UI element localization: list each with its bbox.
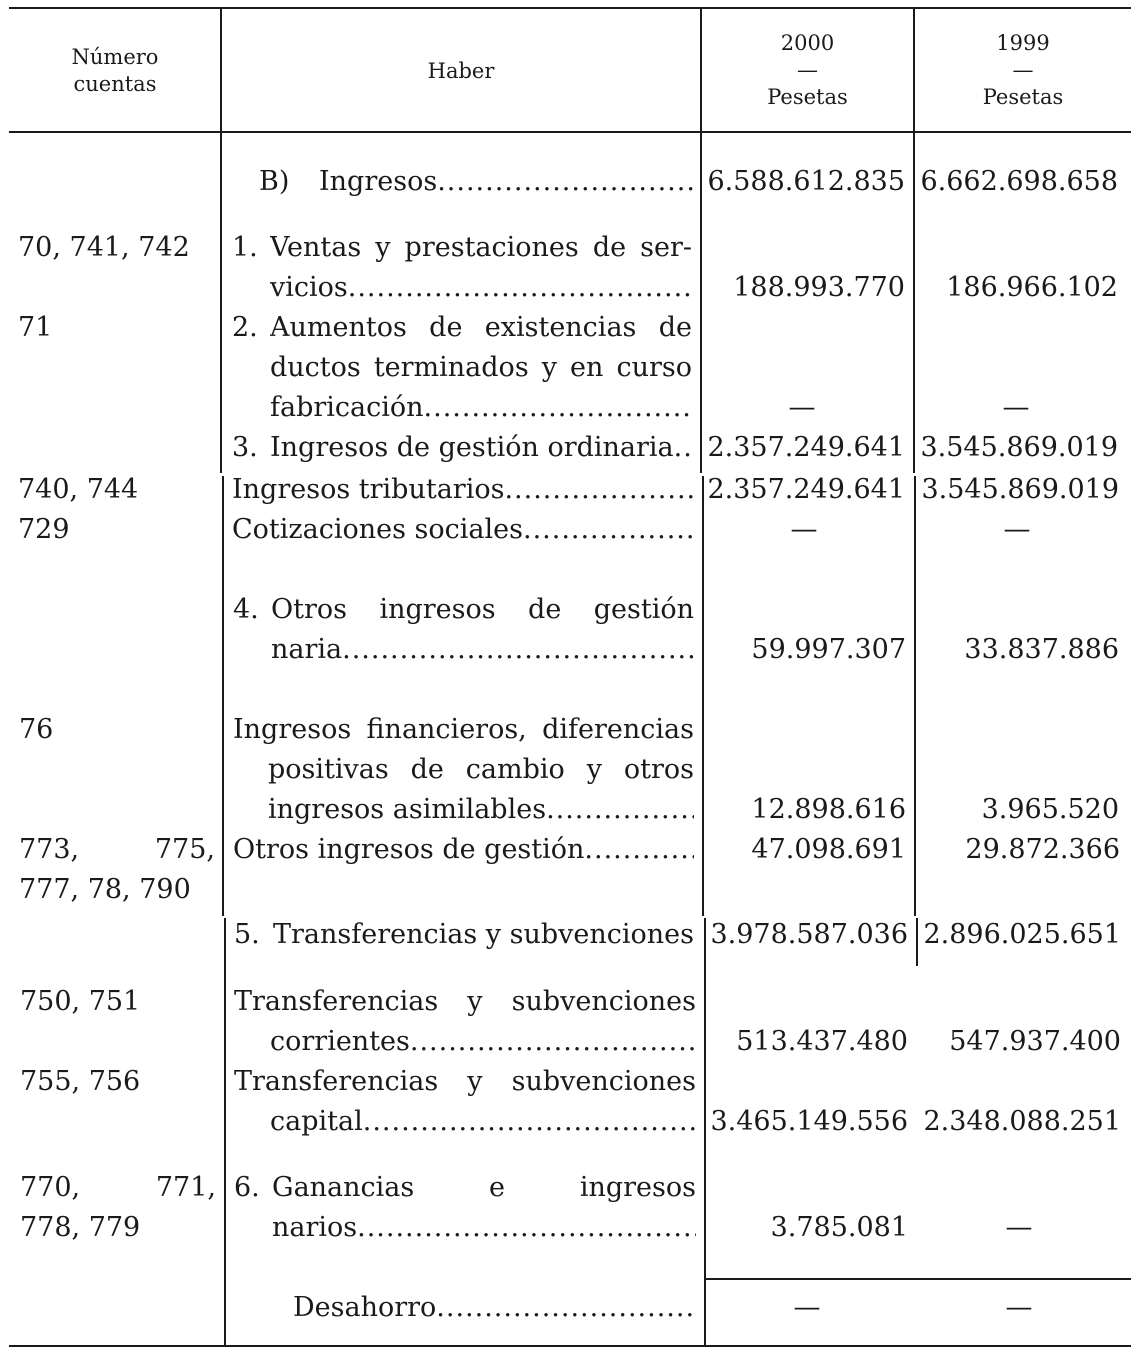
- leader-dots: [584, 830, 694, 870]
- row2-text-line1: Aumentos de existencias de: [270, 312, 692, 343]
- leader-dots: [342, 630, 694, 670]
- row6-accounts-line1: 770, 771,: [20, 1172, 216, 1203]
- row1-1999: 186.966.102: [946, 272, 1118, 303]
- row5-number: 5.: [234, 919, 260, 950]
- header-2000-dash: —: [797, 58, 818, 82]
- leader-dots: [436, 1288, 696, 1328]
- row1-number: 1.: [232, 232, 258, 263]
- table-bottom-rule: [9, 1345, 1131, 1347]
- row6-number: 6.: [234, 1172, 260, 1203]
- leader-dots: [437, 162, 693, 202]
- row3-number: 3.: [232, 432, 258, 463]
- desahorro-1999: —: [1005, 1292, 1033, 1323]
- leader-dots: [694, 915, 695, 955]
- row5a-accounts: 750, 751: [20, 986, 141, 1017]
- row5b-1999: 2.348.088.251: [923, 1106, 1121, 1137]
- col-divider-accounts: [222, 476, 224, 916]
- row6-accounts-line2: 778, 779: [20, 1212, 141, 1243]
- row5a-text-line2: [270, 1022, 696, 1062]
- row-b-1999: 6.662.698.658: [920, 166, 1118, 197]
- header-bottom-rule: [9, 131, 1131, 133]
- row3a-2000: 2.357.249.641: [707, 474, 905, 505]
- row4a-text-line2: positivas de cambio y otros: [268, 754, 694, 785]
- row5b-text-line2: [270, 1102, 696, 1142]
- leader-dots: [363, 1102, 696, 1142]
- row5b-accounts: 755, 756: [20, 1066, 141, 1097]
- row4-2000: 59.997.307: [751, 634, 906, 665]
- row2-1999: —: [1002, 392, 1030, 423]
- total-separator-rule: [705, 1278, 1131, 1280]
- row4b-text: [233, 830, 694, 870]
- row2-accounts: 71: [18, 312, 53, 343]
- row4b-accounts-line2: 777, 78, 790: [19, 874, 191, 905]
- row4a-2000: 12.898.616: [751, 794, 906, 825]
- row4-text-line2-label: naria: [271, 634, 343, 665]
- row5b-text-line1: Transferencias y subvenciones: [234, 1066, 696, 1097]
- row5a-text-line1: Transferencias y subvenciones: [234, 986, 696, 1017]
- row3-text: [270, 428, 693, 468]
- header-1999-dash: —: [1012, 58, 1034, 82]
- row4a-text-line3-label: ingresos asimilables: [268, 794, 547, 825]
- row3b-text-label: Cotizaciones sociales: [232, 514, 523, 545]
- leader-dots: [546, 790, 694, 830]
- leader-dots: [357, 1208, 696, 1248]
- row1-text-line2-label: vicios: [270, 272, 348, 303]
- row6-text-line2: [272, 1208, 696, 1248]
- row4-number: 4.: [233, 594, 259, 625]
- row1-text-line2: [270, 268, 693, 308]
- header-2000: [702, 30, 913, 111]
- row1-accounts: 70, 741, 742: [18, 232, 190, 263]
- row2-text-line3-label: fabricación: [270, 392, 424, 423]
- row2-text-line2: ductos terminados y en curso: [270, 352, 692, 383]
- row4b-text-label: Otros ingresos de gestión: [233, 834, 585, 865]
- row4-1999: 33.837.886: [964, 634, 1119, 665]
- row-b-text-label: Ingresos: [319, 166, 438, 197]
- header-haber-label: Haber: [427, 59, 495, 83]
- row5-2000: 3.978.587.036: [710, 919, 908, 950]
- row-b-text: [319, 162, 693, 202]
- row-b-2000: 6.588.612.835: [707, 166, 905, 197]
- row4-text-line2: [271, 630, 694, 670]
- row5-text-label: Transferencias y subvenciones: [273, 919, 695, 950]
- header-2000-year: 2000: [780, 31, 835, 55]
- desahorro-2000: —: [793, 1292, 821, 1323]
- desahorro-label: Desahorro: [293, 1292, 437, 1323]
- row3-1999: 3.545.869.019: [920, 432, 1118, 463]
- header-1999-year: 1999: [996, 31, 1050, 55]
- row4a-text-line3: [268, 790, 694, 830]
- row3-2000: 2.357.249.641: [707, 432, 905, 463]
- row-b-label: B): [259, 166, 290, 197]
- row4a-text-line1: Ingresos financieros, diferencias: [233, 714, 694, 745]
- header-1999: [915, 30, 1131, 111]
- leader-dots: [504, 470, 693, 510]
- row4b-accounts-line1: 773, 775,: [19, 834, 215, 865]
- row4b-1999: 29.872.366: [965, 834, 1120, 865]
- row5a-2000: 513.437.480: [736, 1026, 908, 1057]
- header-2000-unit: Pesetas: [767, 85, 848, 109]
- row4b-2000: 47.098.691: [751, 834, 906, 865]
- col-divider-1999: [916, 918, 918, 966]
- leader-dots: [523, 510, 693, 550]
- table-top-rule: [9, 7, 1131, 9]
- row1-text-line1: Ventas y prestaciones de ser-: [270, 232, 692, 263]
- header-accounts: [10, 44, 220, 98]
- row5-text: [273, 915, 695, 955]
- desahorro-text: [293, 1288, 696, 1328]
- row3a-text-label: Ingresos tributarios: [232, 474, 505, 505]
- row4a-1999: 3.965.520: [981, 794, 1119, 825]
- col-divider-accounts: [224, 918, 226, 1345]
- row2-text-line3: [270, 388, 693, 428]
- row3b-text: [232, 510, 693, 550]
- row6-text-line2-label: narios: [272, 1212, 358, 1243]
- row3b-1999: —: [1003, 514, 1031, 545]
- header-accounts-line2: cuentas: [73, 72, 157, 96]
- row5b-2000: 3.465.149.556: [710, 1106, 908, 1137]
- leader-dots: [424, 388, 693, 428]
- row2-2000: —: [788, 392, 816, 423]
- row3-text-label: Ingresos de gestión ordinaria: [270, 432, 674, 463]
- row5-1999: 2.896.025.651: [923, 919, 1121, 950]
- row3b-2000: —: [790, 514, 818, 545]
- row4a-accounts: 76: [19, 714, 54, 745]
- row3b-accounts: 729: [18, 514, 70, 545]
- row6-1999: —: [1005, 1212, 1033, 1243]
- row3a-1999: 3.545.869.019: [921, 474, 1119, 505]
- leader-dots: [674, 428, 693, 468]
- row2-number: 2.: [232, 312, 258, 343]
- row5a-text-line2-label: corrientes: [270, 1026, 410, 1057]
- row5a-1999: 547.937.400: [949, 1026, 1121, 1057]
- header-haber: [222, 58, 700, 85]
- row6-2000: 3.785.081: [770, 1212, 908, 1243]
- header-accounts-line1: Número: [71, 45, 159, 69]
- row3a-accounts: 740, 744: [18, 474, 139, 505]
- row1-2000: 188.993.770: [733, 272, 905, 303]
- row6-text-line1: Ganancias e ingresos: [272, 1172, 696, 1203]
- row4-text-line1: Otros ingresos de gestión: [271, 594, 694, 625]
- col-divider-1999: [914, 476, 916, 916]
- leader-dots: [410, 1022, 696, 1062]
- header-1999-unit: Pesetas: [982, 85, 1064, 109]
- leader-dots: [348, 268, 693, 308]
- row3a-text: [232, 470, 693, 510]
- row5b-text-line2-label: capital: [270, 1106, 363, 1137]
